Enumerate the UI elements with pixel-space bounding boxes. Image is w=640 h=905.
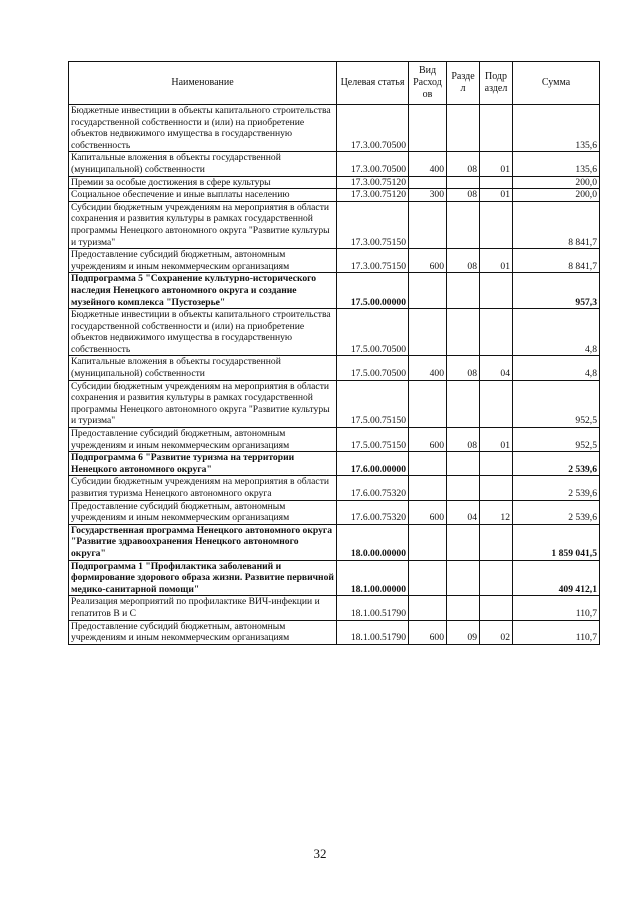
cell-sum: 409 412,1 (513, 560, 600, 596)
cell-target: 17.3.00.75120 (337, 176, 409, 189)
cell-type (409, 176, 447, 189)
cell-subsection: 01 (480, 428, 513, 452)
table-row (69, 380, 600, 427)
budget-table (68, 61, 600, 645)
cell-subsection (480, 309, 513, 356)
cell-type: 300 (409, 189, 447, 202)
table-row (69, 176, 600, 189)
cell-type (409, 560, 447, 596)
cell-subsection: 01 (480, 152, 513, 176)
cell-name: Предоставление субсидий бюджетным, автономным учреждениям и иным некоммерческим организациям (69, 428, 337, 452)
cell-target: 17.5.00.75150 (337, 428, 409, 452)
cell-subsection (480, 176, 513, 189)
cell-sum: 135,6 (513, 152, 600, 176)
cell-type (409, 596, 447, 620)
cell-subsection (480, 201, 513, 248)
cell-section (447, 273, 480, 309)
cell-section (447, 476, 480, 500)
table-row (69, 152, 600, 176)
cell-subsection: 02 (480, 620, 513, 644)
cell-sum: 135,6 (513, 105, 600, 152)
cell-subsection (480, 105, 513, 152)
header-type: Вид Расход ов (409, 62, 447, 105)
cell-name: Предоставление субсидий бюджетным, автономным учреждениям и иным некоммерческим организациям (69, 249, 337, 273)
cell-subsection (480, 476, 513, 500)
cell-sum: 200,0 (513, 189, 600, 202)
cell-name: Социальное обеспечение и иные выплаты населению (69, 189, 337, 202)
cell-type (409, 524, 447, 560)
table-row (69, 560, 600, 596)
cell-name: Бюджетные инвестиции в объекты капитального строительства государственной собственности и (или) на приобретение объектов недвижимого имущества в государственную собственность (69, 309, 337, 356)
cell-name: Предоставление субсидий бюджетным, автономным учреждениям и иным некоммерческим организациям (69, 500, 337, 524)
cell-section: 08 (447, 189, 480, 202)
cell-name: Подпрограмма 5 "Сохранение культурно-исторического наследия Ненецкого автономного округа и создание музейного комплекса "Пустозерье" (69, 273, 337, 309)
cell-name: Государственная программа Ненецкого автономного округа "Развитие здравоохранения Ненецкого автономного округа" (69, 524, 337, 560)
cell-name: Реализация мероприятий по профилактике ВИЧ-инфекции и гепатитов В и С (69, 596, 337, 620)
cell-target: 17.5.00.70500 (337, 309, 409, 356)
cell-target: 18.0.00.00000 (337, 524, 409, 560)
cell-section: 08 (447, 356, 480, 380)
cell-section (447, 176, 480, 189)
table-row (69, 524, 600, 560)
cell-type (409, 273, 447, 309)
cell-name: Предоставление субсидий бюджетным, автономным учреждениям и иным некоммерческим организациям (69, 620, 337, 644)
cell-section: 04 (447, 500, 480, 524)
cell-target: 17.3.00.70500 (337, 152, 409, 176)
cell-target: 18.1.00.51790 (337, 620, 409, 644)
cell-target: 17.3.00.75150 (337, 249, 409, 273)
table-row (69, 596, 600, 620)
cell-section (447, 105, 480, 152)
table-row (69, 428, 600, 452)
cell-type (409, 452, 447, 476)
table-row (69, 189, 600, 202)
cell-sum: 110,7 (513, 596, 600, 620)
cell-type: 400 (409, 356, 447, 380)
cell-sum: 957,3 (513, 273, 600, 309)
cell-target: 17.3.00.75150 (337, 201, 409, 248)
header-row (69, 62, 600, 105)
cell-target: 17.3.00.70500 (337, 105, 409, 152)
table-row (69, 273, 600, 309)
cell-name: Субсидии бюджетным учреждениям на мероприятия в области развития туризма Ненецкого автономного округа (69, 476, 337, 500)
cell-section (447, 524, 480, 560)
cell-target: 18.1.00.00000 (337, 560, 409, 596)
cell-type (409, 105, 447, 152)
cell-name: Капитальные вложения в объекты государственной (муниципальной) собственности (69, 152, 337, 176)
table-row (69, 500, 600, 524)
cell-sum: 8 841,7 (513, 201, 600, 248)
cell-sum: 952,5 (513, 428, 600, 452)
header-name: Наименование (69, 62, 337, 105)
cell-target: 17.5.00.00000 (337, 273, 409, 309)
cell-target: 18.1.00.51790 (337, 596, 409, 620)
cell-type (409, 201, 447, 248)
cell-target: 17.6.00.00000 (337, 452, 409, 476)
header-target: Целевая статья (337, 62, 409, 105)
cell-section (447, 309, 480, 356)
cell-name: Субсидии бюджетным учреждениям на мероприятия в области сохранения и развития культуры в рамках государственной программы Ненецкого автономного округа "Развитие культуры и туризма" (69, 201, 337, 248)
cell-type (409, 380, 447, 427)
cell-section: 08 (447, 428, 480, 452)
cell-type: 600 (409, 428, 447, 452)
cell-section: 08 (447, 152, 480, 176)
cell-sum: 952,5 (513, 380, 600, 427)
cell-target: 17.6.00.75320 (337, 476, 409, 500)
cell-name: Подпрограмма 6 "Развитие туризма на территории Ненецкого автономного округа" (69, 452, 337, 476)
cell-subsection (480, 452, 513, 476)
cell-sum: 4,8 (513, 309, 600, 356)
cell-subsection (480, 560, 513, 596)
table-row (69, 476, 600, 500)
header-subsection: Подр аздел (480, 62, 513, 105)
cell-type: 600 (409, 500, 447, 524)
cell-target: 17.3.00.75120 (337, 189, 409, 202)
cell-type: 400 (409, 152, 447, 176)
cell-sum: 110,7 (513, 620, 600, 644)
table-row (69, 249, 600, 273)
cell-name: Подпрограмма 1 "Профилактика заболеваний и формирование здорового образа жизни. Развитие первичной медико-санитарной помощи" (69, 560, 337, 596)
cell-sum: 2 539,6 (513, 500, 600, 524)
cell-name: Премии за особые достижения в сфере культуры (69, 176, 337, 189)
table-row (69, 620, 600, 644)
cell-section (447, 452, 480, 476)
cell-section (447, 201, 480, 248)
cell-type (409, 476, 447, 500)
cell-section (447, 380, 480, 427)
cell-target: 17.5.00.70500 (337, 356, 409, 380)
cell-name: Субсидии бюджетным учреждениям на мероприятия в области сохранения и развития культуры в рамках государственной программы Ненецкого автономного округа "Развитие культуры и туризма" (69, 380, 337, 427)
cell-sum: 1 859 041,5 (513, 524, 600, 560)
table-body (69, 105, 600, 645)
cell-section (447, 560, 480, 596)
cell-subsection (480, 273, 513, 309)
cell-type: 600 (409, 249, 447, 273)
table-row (69, 356, 600, 380)
cell-section: 08 (447, 249, 480, 273)
cell-sum: 8 841,7 (513, 249, 600, 273)
cell-type (409, 309, 447, 356)
table-row (69, 452, 600, 476)
cell-subsection (480, 596, 513, 620)
table-row (69, 201, 600, 248)
cell-section: 09 (447, 620, 480, 644)
page-number: 32 (313, 846, 327, 861)
cell-name: Капитальные вложения в объекты государственной (муниципальной) собственности (69, 356, 337, 380)
cell-section (447, 596, 480, 620)
cell-subsection: 12 (480, 500, 513, 524)
table-row (69, 105, 600, 152)
cell-subsection: 04 (480, 356, 513, 380)
cell-subsection: 01 (480, 189, 513, 202)
cell-target: 17.6.00.75320 (337, 500, 409, 524)
cell-sum: 200,0 (513, 176, 600, 189)
cell-sum: 2 539,6 (513, 452, 600, 476)
cell-subsection (480, 380, 513, 427)
cell-type: 600 (409, 620, 447, 644)
cell-target: 17.5.00.75150 (337, 380, 409, 427)
cell-sum: 2 539,6 (513, 476, 600, 500)
cell-sum: 4,8 (513, 356, 600, 380)
cell-subsection: 01 (480, 249, 513, 273)
cell-subsection (480, 524, 513, 560)
table-row (69, 309, 600, 356)
cell-name: Бюджетные инвестиции в объекты капитального строительства государственной собственности и (или) на приобретение объектов недвижимого имущества в государственную собственность (69, 105, 337, 152)
header-sum: Сумма (513, 62, 600, 105)
header-section: Разде л (447, 62, 480, 105)
